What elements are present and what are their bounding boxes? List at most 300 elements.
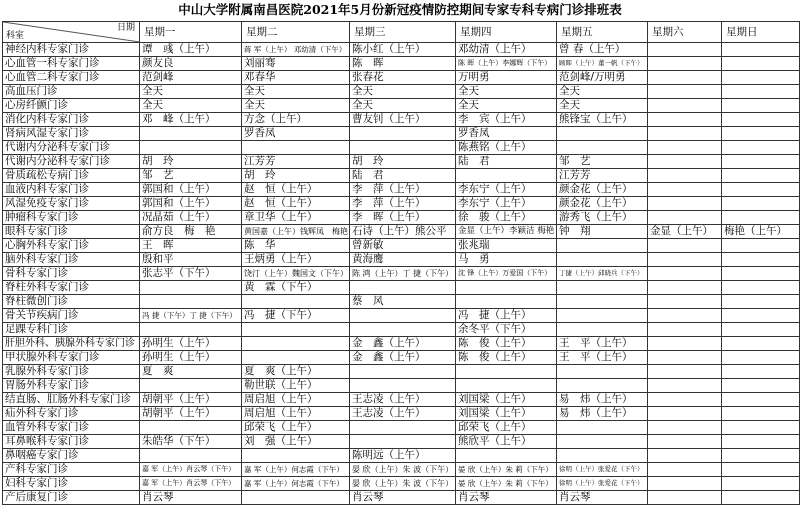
schedule-cell: 殷和平 xyxy=(140,253,242,267)
schedule-cell: 江芳芳 xyxy=(242,155,350,169)
schedule-cell xyxy=(722,435,800,449)
schedule-cell xyxy=(648,155,722,169)
schedule-cell: 朱皓华（下午） xyxy=(140,435,242,449)
schedule-cell xyxy=(722,141,800,155)
table-row xyxy=(3,127,800,141)
schedule-cell xyxy=(140,323,242,337)
schedule-cell: 石诗（上午）熊公平 xyxy=(350,225,456,239)
schedule-cell: 金显（上午） xyxy=(648,225,722,239)
schedule-table xyxy=(2,21,800,505)
schedule-cell xyxy=(242,295,350,309)
schedule-cell: 沈 锋（上午）万爱国（下午） xyxy=(456,267,557,281)
schedule-cell: 刘国梁（上午） xyxy=(456,393,557,407)
schedule-cell xyxy=(648,57,722,71)
dept-name: 脑外科专家门诊 xyxy=(3,253,140,267)
dept-name: 脊柱外科专家门诊 xyxy=(3,281,140,295)
schedule-cell xyxy=(722,155,800,169)
schedule-cell xyxy=(242,351,350,365)
schedule-cell xyxy=(648,393,722,407)
schedule-cell xyxy=(557,239,648,253)
dept-name: 足踝专科门诊 xyxy=(3,323,140,337)
schedule-cell: 冯 捷（下午）丁 捷（下午） xyxy=(140,309,242,323)
schedule-cell xyxy=(722,211,800,225)
schedule-cell xyxy=(648,267,722,281)
schedule-cell: 周启旭（上午） xyxy=(242,393,350,407)
schedule-cell xyxy=(242,337,350,351)
schedule-cell: 邓 峰（上午） xyxy=(140,113,242,127)
schedule-cell: 陈小红（上午） xyxy=(350,43,456,57)
schedule-cell: 徐明（上午）张爱花（下午） xyxy=(557,463,648,477)
schedule-cell: 徐 骏（上午） xyxy=(456,211,557,225)
schedule-cell xyxy=(557,435,648,449)
schedule-cell: 全天 xyxy=(557,99,648,113)
schedule-cell xyxy=(722,449,800,463)
schedule-cell: 邹 艺 xyxy=(140,169,242,183)
schedule-cell: 晏 欣（上午）朱 莉（下午） xyxy=(456,477,557,491)
schedule-cell xyxy=(722,491,800,505)
schedule-cell: 余冬平（下午） xyxy=(456,323,557,337)
dept-name: 鼻咽癌专家门诊 xyxy=(3,449,140,463)
schedule-cell: 嘉 军（上午）何志霞（下午） xyxy=(242,477,350,491)
table-row xyxy=(3,365,800,379)
schedule-cell xyxy=(648,421,722,435)
schedule-cell: 曾新敏 xyxy=(350,239,456,253)
schedule-cell xyxy=(350,309,456,323)
schedule-cell: 全天 xyxy=(350,99,456,113)
schedule-cell: 陈 晖（上午）李娜辉（下午） xyxy=(456,57,557,71)
schedule-cell: 晏 欣（上午）朱 波（下午） xyxy=(350,477,456,491)
schedule-cell xyxy=(140,141,242,155)
day-header-sun: 星期日 xyxy=(722,22,800,43)
schedule-cell xyxy=(350,365,456,379)
schedule-cell: 江芳芳 xyxy=(557,169,648,183)
table-row xyxy=(3,407,800,421)
table-row xyxy=(3,169,800,183)
schedule-cell xyxy=(648,85,722,99)
schedule-cell xyxy=(456,169,557,183)
table-row xyxy=(3,71,800,85)
schedule-cell xyxy=(648,99,722,113)
schedule-cell xyxy=(456,281,557,295)
schedule-cell xyxy=(722,253,800,267)
table-row xyxy=(3,309,800,323)
schedule-cell: 王 平（上午） xyxy=(557,337,648,351)
table-row xyxy=(3,267,800,281)
table-row xyxy=(3,113,800,127)
schedule-cell: 晏 欣（上午）朱 波（下午） xyxy=(350,463,456,477)
schedule-cell xyxy=(648,407,722,421)
schedule-cell: 颜金花（上午） xyxy=(557,197,648,211)
schedule-cell: 胡 玲 xyxy=(140,155,242,169)
schedule-cell: 晏 欣（上午）朱 莉（下午） xyxy=(456,463,557,477)
schedule-cell xyxy=(648,197,722,211)
schedule-cell: 况晶茹（上午） xyxy=(140,211,242,225)
schedule-cell xyxy=(456,365,557,379)
schedule-cell: 曾 春（上午） xyxy=(557,43,648,57)
schedule-cell: 嘉 军（上午）何志霞（下午） xyxy=(242,463,350,477)
schedule-cell xyxy=(648,435,722,449)
schedule-cell: 陈 鸿（上午）丁 捷（下午） xyxy=(350,267,456,281)
schedule-cell xyxy=(648,463,722,477)
schedule-cell xyxy=(557,449,648,463)
schedule-cell: 张兆瑞 xyxy=(456,239,557,253)
schedule-cell xyxy=(722,365,800,379)
schedule-cell: 范剑峰 xyxy=(140,71,242,85)
dept-name: 眼科专家门诊 xyxy=(3,225,140,239)
schedule-cell: 王 晖 xyxy=(140,239,242,253)
schedule-cell: 易 炜（上午） xyxy=(557,407,648,421)
schedule-cell xyxy=(648,337,722,351)
schedule-cell xyxy=(557,281,648,295)
schedule-cell: 游秀飞（上午） xyxy=(557,211,648,225)
schedule-cell xyxy=(648,211,722,225)
schedule-cell xyxy=(350,421,456,435)
schedule-cell xyxy=(722,85,800,99)
schedule-cell xyxy=(557,421,648,435)
schedule-cell xyxy=(722,71,800,85)
schedule-cell: 赵 恒（上午） xyxy=(242,183,350,197)
schedule-cell: 全天 xyxy=(140,85,242,99)
schedule-cell xyxy=(648,183,722,197)
schedule-cell: 嘉 军（上午）肖云琴（下午） xyxy=(140,463,242,477)
dept-name: 甲状腺外科专家门诊 xyxy=(3,351,140,365)
table-row xyxy=(3,337,800,351)
schedule-cell: 谭 彧（上午） xyxy=(140,43,242,57)
schedule-cell: 李 宾（上午） xyxy=(456,113,557,127)
schedule-cell xyxy=(140,281,242,295)
schedule-cell: 陈燕铭（上午） xyxy=(456,141,557,155)
table-row xyxy=(3,281,800,295)
schedule-cell xyxy=(648,491,722,505)
schedule-cell: 颜金花（上午） xyxy=(557,183,648,197)
schedule-cell: 蒋 军（上午） 邓幼清（下午） xyxy=(242,43,350,57)
schedule-cell xyxy=(557,309,648,323)
schedule-cell xyxy=(722,351,800,365)
header-row xyxy=(3,22,800,43)
schedule-cell xyxy=(648,71,722,85)
dept-name: 骨质疏松专病门诊 xyxy=(3,169,140,183)
schedule-cell: 全天 xyxy=(140,99,242,113)
schedule-cell xyxy=(140,449,242,463)
schedule-cell: 勒世联（上午） xyxy=(242,379,350,393)
schedule-cell xyxy=(242,141,350,155)
schedule-cell xyxy=(722,463,800,477)
schedule-cell: 邓春华 xyxy=(242,71,350,85)
schedule-cell xyxy=(722,113,800,127)
schedule-cell: 全天 xyxy=(456,99,557,113)
schedule-cell xyxy=(722,183,800,197)
schedule-cell: 蔡 风 xyxy=(350,295,456,309)
schedule-cell xyxy=(648,239,722,253)
schedule-cell xyxy=(722,477,800,491)
schedule-cell: 金 鑫（上午） xyxy=(350,351,456,365)
schedule-cell xyxy=(557,323,648,337)
table-row xyxy=(3,351,800,365)
schedule-cell xyxy=(722,197,800,211)
table-row xyxy=(3,449,800,463)
schedule-cell xyxy=(648,295,722,309)
schedule-cell xyxy=(350,281,456,295)
schedule-cell: 夏 爽 xyxy=(140,365,242,379)
schedule-cell: 邓幼清（上午） xyxy=(456,43,557,57)
schedule-cell: 王志凌（上午） xyxy=(350,393,456,407)
schedule-cell: 陆 君 xyxy=(456,155,557,169)
schedule-cell xyxy=(648,169,722,183)
table-row xyxy=(3,463,800,477)
corner-cell xyxy=(3,22,140,43)
schedule-cell: 嘉 军（上午）肖云琴（下午） xyxy=(140,477,242,491)
table-row xyxy=(3,197,800,211)
schedule-cell: 夏 爽（上午） xyxy=(242,365,350,379)
schedule-cell: 邱荣飞（上午） xyxy=(456,421,557,435)
schedule-cell: 孙明生（上午） xyxy=(140,337,242,351)
schedule-cell: 张志平（下午） xyxy=(140,267,242,281)
schedule-cell: 陈 华 xyxy=(242,239,350,253)
table-row xyxy=(3,421,800,435)
corner-date-label: 日期 xyxy=(116,23,135,33)
schedule-cell xyxy=(140,421,242,435)
schedule-cell xyxy=(648,43,722,57)
schedule-cell: 刘丽骞 xyxy=(242,57,350,71)
dept-name: 肾病风湿专家门诊 xyxy=(3,127,140,141)
schedule-cell: 冯 捷（下午） xyxy=(242,309,350,323)
schedule-cell xyxy=(242,323,350,337)
schedule-cell: 全天 xyxy=(350,85,456,99)
schedule-cell xyxy=(242,449,350,463)
table-row xyxy=(3,57,800,71)
schedule-cell xyxy=(557,379,648,393)
schedule-cell: 李东宁（上午） xyxy=(456,197,557,211)
day-header-mon: 星期一 xyxy=(140,22,242,43)
schedule-cell xyxy=(722,379,800,393)
dept-name: 血液内科专家门诊 xyxy=(3,183,140,197)
schedule-cell: 全天 xyxy=(242,85,350,99)
day-header-thu: 星期四 xyxy=(456,22,557,43)
table-row xyxy=(3,85,800,99)
schedule-cell: 冯 捷（上午） xyxy=(456,309,557,323)
schedule-cell xyxy=(456,449,557,463)
dept-name: 神经内科专家门诊 xyxy=(3,43,140,57)
schedule-cell: 邱荣飞（上午） xyxy=(242,421,350,435)
dept-name: 心房纤颤门诊 xyxy=(3,99,140,113)
schedule-cell: 全天 xyxy=(242,99,350,113)
schedule-cell xyxy=(722,393,800,407)
schedule-cell: 全天 xyxy=(557,85,648,99)
dept-name: 肝胆外科、胰腺外科专家门诊 xyxy=(3,337,140,351)
dept-name: 疝外科专家门诊 xyxy=(3,407,140,421)
schedule-cell xyxy=(648,113,722,127)
schedule-cell: 肖云琴 xyxy=(557,491,648,505)
schedule-cell xyxy=(140,379,242,393)
day-header-sat: 星期六 xyxy=(648,22,722,43)
schedule-cell xyxy=(722,239,800,253)
table-row xyxy=(3,141,800,155)
schedule-cell: 郭国和（上午） xyxy=(140,183,242,197)
schedule-cell: 章卫华（上午） xyxy=(242,211,350,225)
dept-name: 血管外科专家门诊 xyxy=(3,421,140,435)
schedule-cell: 王炳勇（上午） xyxy=(242,253,350,267)
schedule-cell xyxy=(722,421,800,435)
schedule-cell: 颜友良 xyxy=(140,57,242,71)
schedule-cell: 熊欣平（上午） xyxy=(456,435,557,449)
dept-name: 心血管二科专家门诊 xyxy=(3,71,140,85)
schedule-cell xyxy=(648,281,722,295)
dept-name: 心血管一科专家门诊 xyxy=(3,57,140,71)
dept-name: 高血压门诊 xyxy=(3,85,140,99)
dept-name: 心胸外科专家门诊 xyxy=(3,239,140,253)
schedule-cell xyxy=(722,309,800,323)
schedule-cell: 李 萍（上午） xyxy=(350,197,456,211)
schedule-cell xyxy=(648,323,722,337)
table-row xyxy=(3,253,800,267)
schedule-cell xyxy=(722,281,800,295)
schedule-cell: 赵 恒（上午） xyxy=(242,197,350,211)
schedule-cell: 刘国梁（上午） xyxy=(456,407,557,421)
schedule-cell: 梅艳（上午） xyxy=(722,225,800,239)
table-row xyxy=(3,491,800,505)
table-row xyxy=(3,379,800,393)
dept-name: 消化内科专家门诊 xyxy=(3,113,140,127)
schedule-cell xyxy=(456,379,557,393)
schedule-cell xyxy=(722,337,800,351)
dept-name: 妇科专家门诊 xyxy=(3,477,140,491)
schedule-cell: 钟 翔 xyxy=(557,225,648,239)
schedule-cell xyxy=(722,267,800,281)
schedule-cell: 陈 俊（上午） xyxy=(456,337,557,351)
dept-name: 代谢内分泌科专家门诊 xyxy=(3,155,140,169)
schedule-cell: 胡 玲 xyxy=(242,169,350,183)
schedule-cell xyxy=(557,127,648,141)
schedule-cell: 罗香凤 xyxy=(242,127,350,141)
dept-name: 乳腺外科专家门诊 xyxy=(3,365,140,379)
schedule-cell: 肖云琴 xyxy=(350,491,456,505)
schedule-cell xyxy=(648,379,722,393)
schedule-cell: 胡 玲 xyxy=(350,155,456,169)
dept-name: 产科专家门诊 xyxy=(3,463,140,477)
schedule-cell: 徐明（上午）张爱花（下午） xyxy=(557,477,648,491)
schedule-cell xyxy=(722,127,800,141)
schedule-cell xyxy=(722,295,800,309)
table-row xyxy=(3,393,800,407)
schedule-cell xyxy=(557,141,648,155)
schedule-cell: 胡朝平（上午） xyxy=(140,407,242,421)
schedule-cell xyxy=(648,141,722,155)
table-row xyxy=(3,477,800,491)
dept-name: 骨科专家门诊 xyxy=(3,267,140,281)
schedule-cell: 金 鑫（上午） xyxy=(350,337,456,351)
schedule-cell xyxy=(557,295,648,309)
table-row xyxy=(3,43,800,57)
schedule-cell xyxy=(350,435,456,449)
schedule-cell xyxy=(140,127,242,141)
schedule-cell xyxy=(350,141,456,155)
schedule-cell xyxy=(648,365,722,379)
schedule-cell: 熊锋宝（上午） xyxy=(557,113,648,127)
schedule-cell: 方念（上午） xyxy=(242,113,350,127)
schedule-cell: 陈 晖 xyxy=(350,57,456,71)
schedule-cell xyxy=(722,99,800,113)
schedule-cell: 陈 俊（上午） xyxy=(456,351,557,365)
dept-name: 骨关节疾病门诊 xyxy=(3,309,140,323)
table-row xyxy=(3,155,800,169)
schedule-cell: 易 炜（上午） xyxy=(557,393,648,407)
schedule-cell: 俞方良 梅 艳 xyxy=(140,225,242,239)
day-header-wed: 星期三 xyxy=(350,22,456,43)
schedule-cell: 王志凌（上午） xyxy=(350,407,456,421)
schedule-cell xyxy=(350,323,456,337)
schedule-cell: 马 勇 xyxy=(456,253,557,267)
schedule-cell xyxy=(722,407,800,421)
table-row xyxy=(3,323,800,337)
schedule-cell: 陈明远（上午） xyxy=(350,449,456,463)
schedule-body xyxy=(3,43,800,505)
schedule-cell: 黄 霖（下午） xyxy=(242,281,350,295)
schedule-cell: 李 萍（上午） xyxy=(350,183,456,197)
dept-name: 结直肠、肛肠外科专家门诊 xyxy=(3,393,140,407)
dept-name: 代谢内分泌科专家门诊 xyxy=(3,141,140,155)
schedule-cell: 孙明生（上午） xyxy=(140,351,242,365)
schedule-cell xyxy=(648,127,722,141)
schedule-cell: 黄国嘉（上午）钱辉凤 梅艳 xyxy=(242,225,350,239)
schedule-cell: 范剑峰/万明勇 xyxy=(557,71,648,85)
dept-name: 胃肠外科专家门诊 xyxy=(3,379,140,393)
schedule-cell: 郭国和（上午） xyxy=(140,197,242,211)
schedule-cell: 李 晖（上午） xyxy=(350,211,456,225)
schedule-cell: 丁捷（上午）邱晓兵（下午） xyxy=(557,267,648,281)
day-header-tue: 星期二 xyxy=(242,22,350,43)
schedule-cell: 陆 君 xyxy=(350,169,456,183)
schedule-cell xyxy=(242,491,350,505)
schedule-cell xyxy=(456,295,557,309)
schedule-cell xyxy=(722,169,800,183)
dept-name: 肿瘤科专家门诊 xyxy=(3,211,140,225)
schedule-cell xyxy=(648,449,722,463)
schedule-cell: 顾晖（上午）董一帆（下午） xyxy=(557,57,648,71)
schedule-cell xyxy=(557,253,648,267)
schedule-cell: 金显（上午）李颖洁 梅艳 xyxy=(456,225,557,239)
schedule-cell: 刘 强（上午） xyxy=(242,435,350,449)
schedule-cell xyxy=(350,127,456,141)
corner-dept-label: 科室 xyxy=(6,31,25,41)
schedule-cell: 周启旭（上午） xyxy=(242,407,350,421)
dept-name: 脊柱微创门诊 xyxy=(3,295,140,309)
schedule-cell xyxy=(648,309,722,323)
day-header-fri: 星期五 xyxy=(557,22,648,43)
table-row xyxy=(3,295,800,309)
table-row xyxy=(3,211,800,225)
schedule-cell xyxy=(722,323,800,337)
schedule-cell: 肖云琴 xyxy=(140,491,242,505)
page-title: 中山大学附属南昌医院2021年5月份新冠疫情防控期间专家专科专病门诊排班表 xyxy=(178,2,622,17)
schedule-cell: 万明勇 xyxy=(456,71,557,85)
schedule-cell: 张春花 xyxy=(350,71,456,85)
schedule-cell: 全天 xyxy=(456,85,557,99)
schedule-cell: 罗香凤 xyxy=(456,127,557,141)
table-row xyxy=(3,225,800,239)
schedule-cell xyxy=(722,43,800,57)
schedule-cell xyxy=(648,351,722,365)
schedule-cell xyxy=(140,295,242,309)
schedule-cell xyxy=(557,365,648,379)
schedule-cell xyxy=(648,477,722,491)
table-row xyxy=(3,435,800,449)
table-row xyxy=(3,183,800,197)
table-row xyxy=(3,239,800,253)
dept-name: 耳鼻喉科专家门诊 xyxy=(3,435,140,449)
schedule-cell xyxy=(648,253,722,267)
schedule-cell xyxy=(350,379,456,393)
schedule-cell: 邹 艺 xyxy=(557,155,648,169)
